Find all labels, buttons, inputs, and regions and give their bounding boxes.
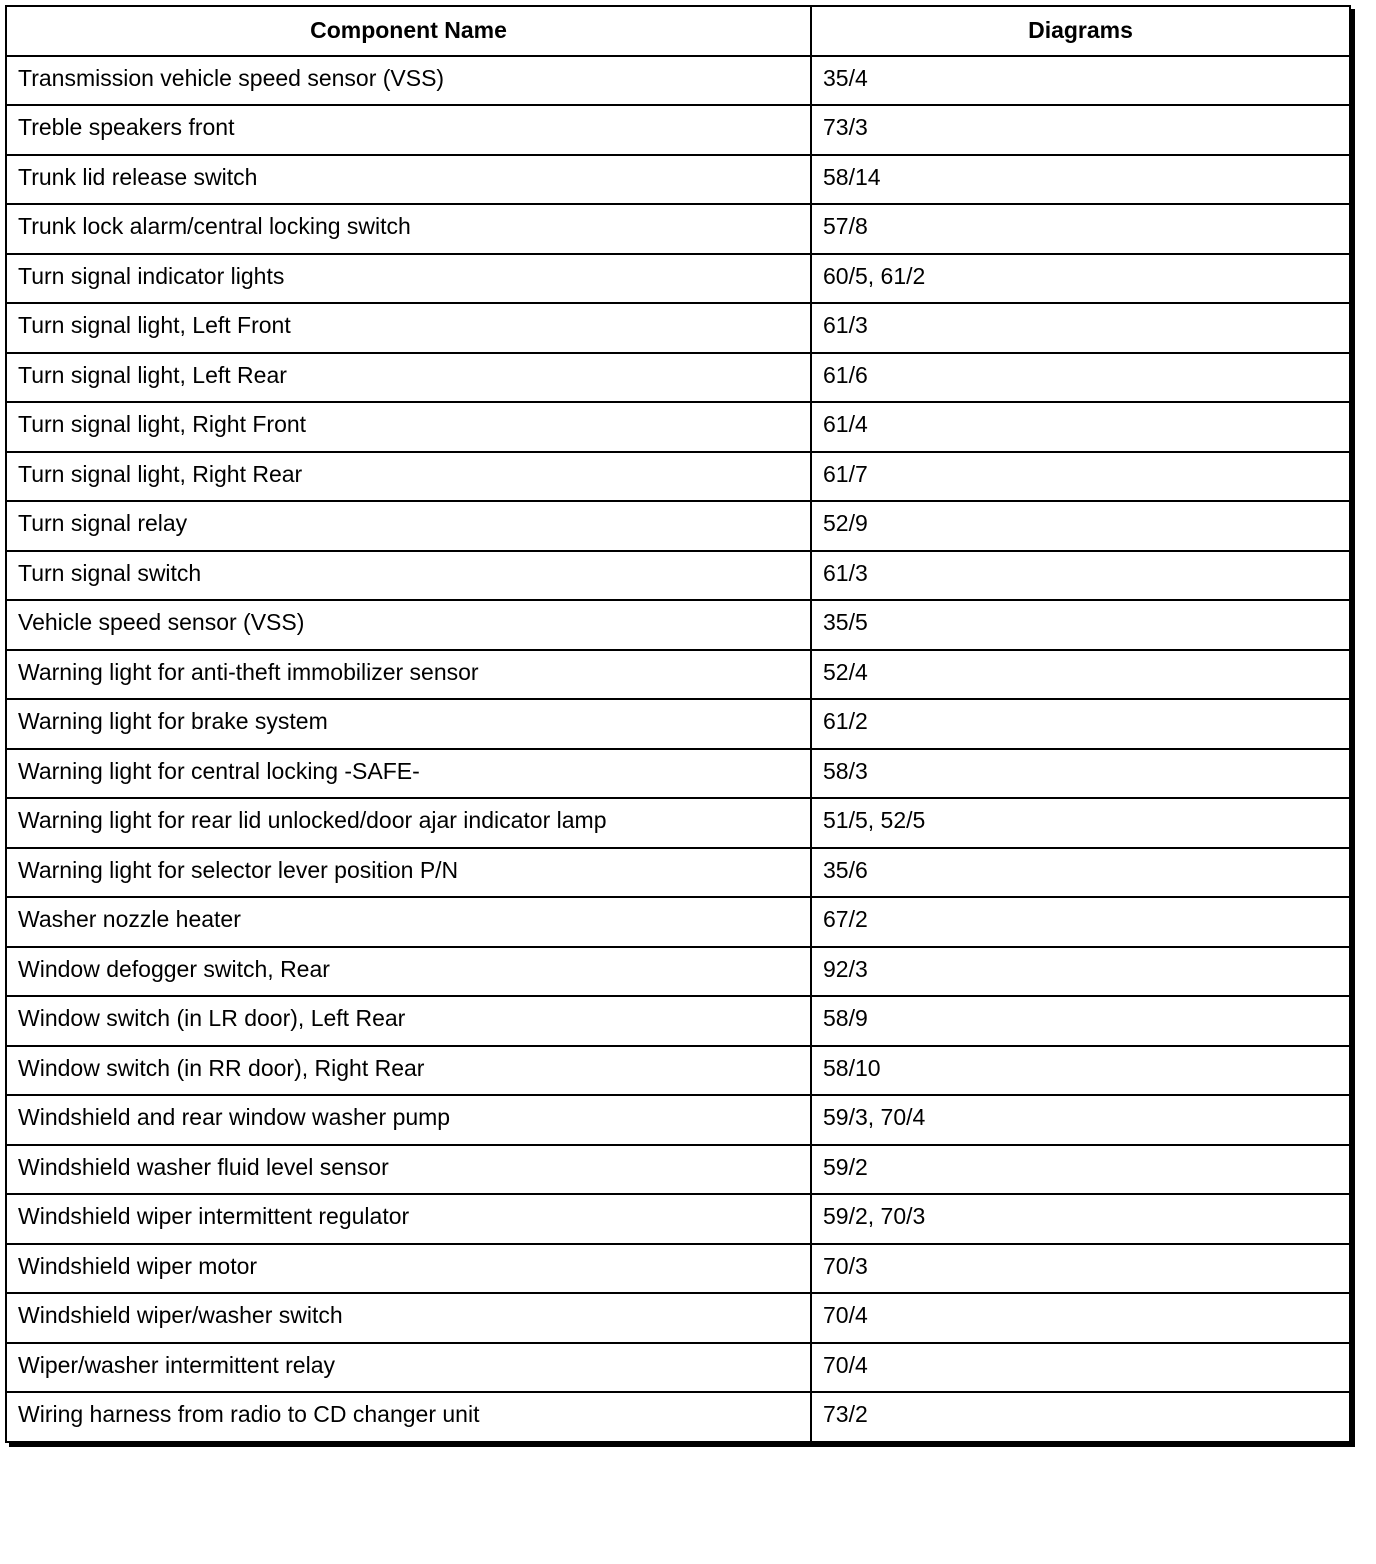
- component-name-cell: Washer nozzle heater: [6, 897, 811, 947]
- table-row: [6, 1145, 1350, 1195]
- table-row: [6, 749, 1350, 799]
- component-name-cell: Turn signal light, Right Front: [6, 402, 811, 452]
- component-name-cell: Window defogger switch, Rear: [6, 947, 811, 997]
- header-component-name: Component Name: [6, 6, 811, 56]
- table-row: [6, 1392, 1350, 1442]
- diagrams-cell: 52/4: [811, 650, 1350, 700]
- diagrams-cell: 59/2: [811, 1145, 1350, 1195]
- diagrams-cell: 73/2: [811, 1392, 1350, 1442]
- table-row: [6, 353, 1350, 403]
- component-name-cell: Warning light for selector lever position P/N: [6, 848, 811, 898]
- table-body: [6, 56, 1350, 1442]
- table-row: [6, 1194, 1350, 1244]
- component-name-cell: Turn signal indicator lights: [6, 254, 811, 304]
- table-header-row: [6, 6, 1350, 56]
- table-row: [6, 254, 1350, 304]
- table-row: [6, 947, 1350, 997]
- table-row: [6, 501, 1350, 551]
- diagrams-cell: 61/3: [811, 303, 1350, 353]
- table-row: [6, 897, 1350, 947]
- diagrams-cell: 61/2: [811, 699, 1350, 749]
- diagrams-cell: 61/3: [811, 551, 1350, 601]
- diagrams-cell: 61/4: [811, 402, 1350, 452]
- diagrams-cell: 70/4: [811, 1293, 1350, 1343]
- table-row: [6, 452, 1350, 502]
- diagrams-cell: 58/10: [811, 1046, 1350, 1096]
- diagrams-cell: 57/8: [811, 204, 1350, 254]
- table-row: [6, 105, 1350, 155]
- component-name-cell: Turn signal light, Left Rear: [6, 353, 811, 403]
- component-name-cell: Windshield wiper/washer switch: [6, 1293, 811, 1343]
- diagrams-cell: 58/3: [811, 749, 1350, 799]
- diagrams-cell: 67/2: [811, 897, 1350, 947]
- diagrams-cell: 60/5, 61/2: [811, 254, 1350, 304]
- diagrams-cell: 61/7: [811, 452, 1350, 502]
- component-name-cell: Turn signal relay: [6, 501, 811, 551]
- table-row: [6, 996, 1350, 1046]
- diagrams-cell: 59/2, 70/3: [811, 1194, 1350, 1244]
- diagrams-cell: 58/9: [811, 996, 1350, 1046]
- component-name-cell: Trunk lid release switch: [6, 155, 811, 205]
- component-name-cell: Window switch (in LR door), Left Rear: [6, 996, 811, 1046]
- component-name-cell: Warning light for brake system: [6, 699, 811, 749]
- diagrams-cell: 52/9: [811, 501, 1350, 551]
- component-name-cell: Windshield and rear window washer pump: [6, 1095, 811, 1145]
- table-row: [6, 1095, 1350, 1145]
- component-name-cell: Treble speakers front: [6, 105, 811, 155]
- table-row: [6, 1046, 1350, 1096]
- component-name-cell: Wiring harness from radio to CD changer unit: [6, 1392, 811, 1442]
- component-name-cell: Transmission vehicle speed sensor (VSS): [6, 56, 811, 106]
- component-name-cell: Turn signal light, Right Rear: [6, 452, 811, 502]
- table-row: [6, 204, 1350, 254]
- table-row: [6, 650, 1350, 700]
- component-name-cell: Turn signal light, Left Front: [6, 303, 811, 353]
- table-row: [6, 155, 1350, 205]
- table-row: [6, 1244, 1350, 1294]
- table-row: [6, 600, 1350, 650]
- diagrams-cell: 35/5: [811, 600, 1350, 650]
- diagrams-cell: 73/3: [811, 105, 1350, 155]
- component-name-cell: Wiper/washer intermittent relay: [6, 1343, 811, 1393]
- diagrams-cell: 59/3, 70/4: [811, 1095, 1350, 1145]
- diagrams-cell: 35/6: [811, 848, 1350, 898]
- component-diagram-table: [5, 5, 1351, 1443]
- table-row: [6, 402, 1350, 452]
- component-name-cell: Windshield washer fluid level sensor: [6, 1145, 811, 1195]
- table-row: [6, 56, 1350, 106]
- component-name-cell: Warning light for rear lid unlocked/door ajar indicator lamp: [6, 798, 811, 848]
- table-row: [6, 1293, 1350, 1343]
- header-diagrams: Diagrams: [811, 6, 1350, 56]
- table-row: [6, 551, 1350, 601]
- table-row: [6, 798, 1350, 848]
- component-name-cell: Windshield wiper intermittent regulator: [6, 1194, 811, 1244]
- component-name-cell: Warning light for central locking -SAFE-: [6, 749, 811, 799]
- component-name-cell: Windshield wiper motor: [6, 1244, 811, 1294]
- table-row: [6, 1343, 1350, 1393]
- diagrams-cell: 35/4: [811, 56, 1350, 106]
- diagrams-cell: 70/3: [811, 1244, 1350, 1294]
- table-row: [6, 699, 1350, 749]
- component-name-cell: Trunk lock alarm/central locking switch: [6, 204, 811, 254]
- diagrams-cell: 92/3: [811, 947, 1350, 997]
- diagrams-cell: 58/14: [811, 155, 1350, 205]
- component-name-cell: Turn signal switch: [6, 551, 811, 601]
- component-name-cell: Warning light for anti-theft immobilizer sensor: [6, 650, 811, 700]
- component-name-cell: Window switch (in RR door), Right Rear: [6, 1046, 811, 1096]
- diagrams-cell: 61/6: [811, 353, 1350, 403]
- diagrams-cell: 51/5, 52/5: [811, 798, 1350, 848]
- component-name-cell: Vehicle speed sensor (VSS): [6, 600, 811, 650]
- table-row: [6, 303, 1350, 353]
- table-row: [6, 848, 1350, 898]
- diagrams-cell: 70/4: [811, 1343, 1350, 1393]
